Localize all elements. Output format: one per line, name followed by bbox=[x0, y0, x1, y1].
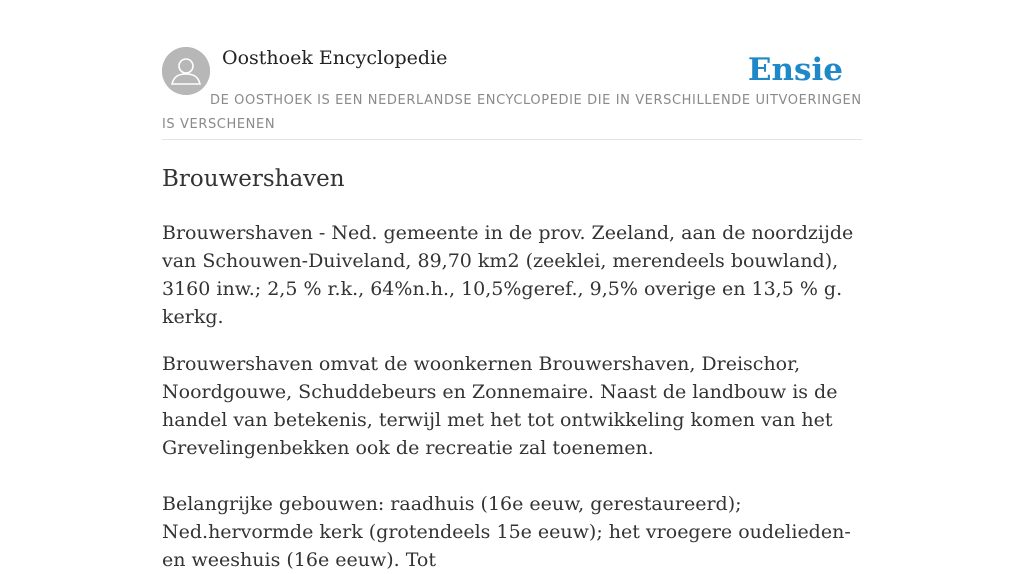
article-title: Brouwershaven bbox=[162, 166, 345, 192]
article-paragraph: Brouwershaven - Ned. gemeente in de prov. Zeeland, aan de noordzijde van Schouwen-Duiveland, 89,70 km2 (zeeklei, merendeels bouwland), 3160 inw.; 2,5 % r.k., 64%n.h., 10,5%geref., 9,5% overige en 13,5 % g. kerkg. bbox=[162, 222, 854, 328]
user-avatar-icon[interactable] bbox=[162, 47, 210, 95]
article-paragraph: Brouwershaven omvat de woonkernen Brouwershaven, Dreischor, Noordgouwe, Schuddebeurs en Zonnemaire. Naast de landbouw is de handel van betekenis, terwijl met het tot ontwikkeling komen van het Grevelingenbekken ook de recreatie zal toenemen. bbox=[162, 353, 838, 459]
brand-logo[interactable]: Ensie bbox=[747, 52, 843, 88]
publication-name[interactable]: Oosthoek Encyclopedie bbox=[222, 47, 448, 69]
article-paragraph: Belangrijke gebouwen: raadhuis (16e eeuw, gerestaureerd); Ned.hervormde kerk (grotendeels 15e eeuw); het vroegere oudelieden- en weeshuis (16e eeuw). Tot bbox=[162, 493, 851, 571]
publication-tagline: DE OOSTHOEK IS EEN NEDERLANDSE ENCYCLOPEDIE DIE IN VERSCHILLENDE UITVOERINGEN IS VERSCHENEN bbox=[162, 93, 862, 132]
header bbox=[162, 0, 862, 140]
page bbox=[162, 0, 862, 574]
